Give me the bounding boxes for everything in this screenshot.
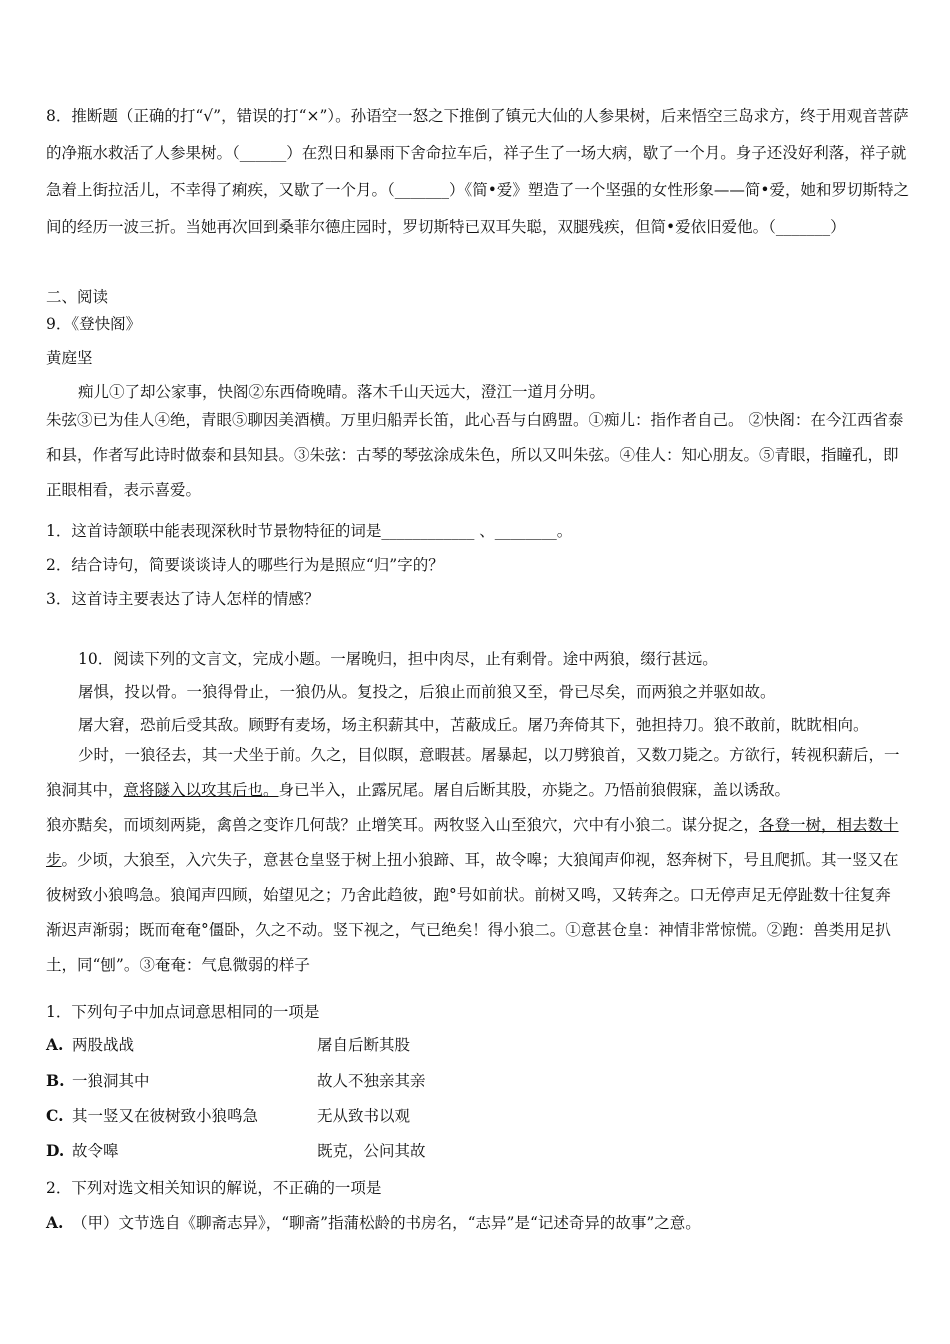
p4-text-b: 身已半入，止露尻尾。屠自后断其股，亦毙之。乃悟前狼假寐，盖以诱敌。 [278,781,791,799]
p5-text-b: 。少顷，大狼至，入穴失子，意甚仓皇竖于树上扭小狼蹄、耳，故令嗥；大狼闻声仰视，怒奔树下，号且爬抓。其一竖又在彼树致小狼鸣急。狼闻声四顾，始望见之；乃舍此趋彼，跑°号如前状。前树又鸣，又转奔之。口无停声足无停趾数十往复奔渐迟声渐弱；既而奄奄°僵卧，久之不动。竖下视之，气已绝矣！得小狼二。①意甚仓皇：神情非常惊慌。②跑：兽类用足扒土，同“刨”。③奄奄：气息微弱的样子 [46,851,899,974]
p4-underlined: 意将隧入以攻其后也。 [123,781,279,799]
q10-paragraph-2: 屠惧，投以骨。一狼得骨止，一狼仍从。复投之，后狼止而前狼又至，骨已尽矣，而两狼之并驱如故。 [78,683,776,701]
q10-paragraph-4 [46,738,904,808]
q10-sub-2: 2．下列对选文相关知识的解说，不正确的一项是 [46,1179,382,1197]
section-heading-reading: 二、阅读 [46,288,109,306]
q10-paragraph-3: 屠大窘，恐前后受其敌。顾野有麦场，场主积薪其中，苫蔽成丘。屠乃奔倚其下，弛担持刀。狼不敢前，眈眈相向。 [78,716,869,734]
poem-and-notes: 朱弦③已为佳人④绝，青眼⑤聊因美酒横。万里归船弄长笛，此心吾与白鸥盟。①痴儿：指作者自己。 ②快阁：在今江西省泰和县，作者写此诗时做泰和县知县。③朱弦：古琴的琴弦涂成朱色，所以又叫朱弦。④佳人：知心朋友。⑤青眼，指瞳孔，即正眼相看，表示喜爱。 [46,411,904,499]
p5-text-a: 狼亦黠矣，而顷刻两毙，禽兽之变诈几何哉？止增笑耳。两牧竖入山至狼穴，穴中有小狼二。谋分捉之， [46,816,760,834]
option-c: C. 其一竖又在彼树致小狼鸣急 无从致书以观 [46,1106,411,1125]
p5-underlined: 各登一树，相去数十步 [46,816,899,869]
question-8: 8．推断题（正确的打“√”，错误的打“×”）。孙语空一怒之下推倒了镇元大仙的人参果树，后来悟空三岛求方，终于用观音菩萨的净瓶水救活了人参果树。（______）在烈日和暴雨下舍命拉车后，祥子生了一场大病，歇了一个月。身子还没好利落，祥子就急着上街拉活儿，不幸得了痢疾，又歇了一个月。（_______）《简•爱》塑造了一个坚强的女性形象——简•爱，她和罗切斯特之间的经历一波三折。当她再次回到桑菲尔德庄园时，罗切斯特已双耳失聪，双腿残疾，但简•爱依旧爱他。（_______） [46,107,910,236]
q10-paragraph-1: 10．阅读下列的文言文，完成小题。一屠晚归，担中肉尽，止有剩骨。途中两狼，缀行甚远。 [78,650,718,668]
poem-line-1: 痴儿①了却公家事，快阁②东西倚晚晴。落木千山天远大，澄江一道月分明。 [78,383,606,401]
option-a: A. 两股战战 屠自后断其股 [46,1035,411,1054]
p4-text-a: 少时，一狼径去，其一犬坐于前。久之，目似瞑，意暇甚。屠暴起，以刀劈狼首，又数刀毙之。方欲行，转视积薪后，一狼洞其中， [46,746,900,799]
sub2-option-a: A. （甲）文节选自《聊斋志异》，“聊斋”指蒲松龄的书房名，“志异”是“记述奇异的故事”之意。 [46,1213,701,1232]
q9-sub-2: 2．结合诗句，简要谈谈诗人的哪些行为是照应“归”字的？ [46,556,444,574]
poem-author: 黄庭坚 [46,349,93,367]
option-d: D. 故令嗥 既克，公问其故 [46,1141,426,1160]
q9-sub-3: 3．这首诗主要表达了诗人怎样的情感？ [46,590,320,608]
question-9-title: 9．《登快阁》 [46,315,142,333]
option-b: B. 一狼洞其中 故人不独亲其亲 [46,1071,426,1090]
q10-sub-1: 1．下列句子中加点词意思相同的一项是 [46,1003,320,1021]
q9-sub-1: 1．这首诗颔联中能表现深秋时节景物特征的词是____________ 、________。 [46,522,573,540]
q10-paragraph-5 [46,808,904,983]
